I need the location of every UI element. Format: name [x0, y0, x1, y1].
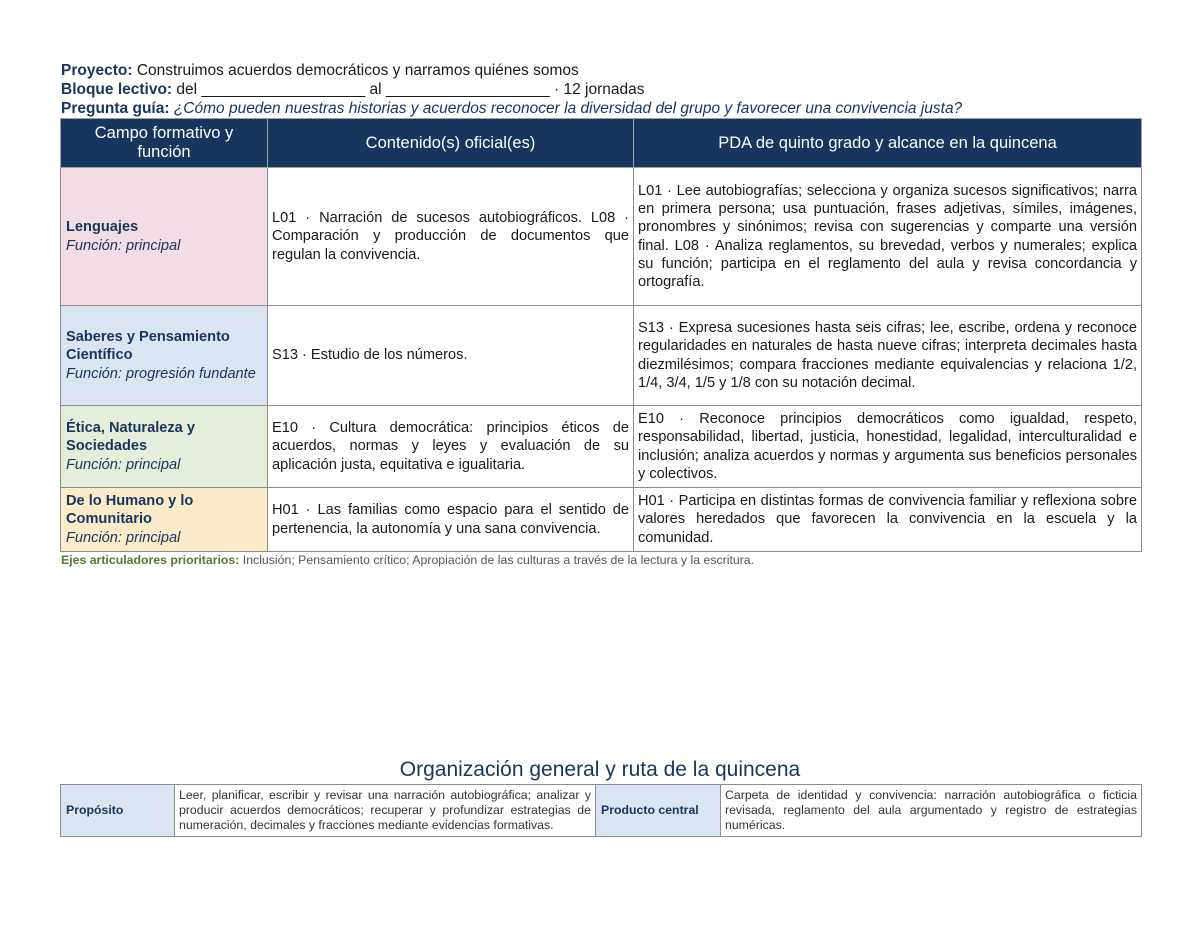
table-row-humano [61, 488, 1142, 552]
table-row-lenguajes [61, 168, 1142, 306]
proyecto-line [61, 61, 1141, 80]
bloque-label: Bloque lectivo: [61, 81, 173, 98]
producto-value: Carpeta de identidad y convivencia: narración autobiográfica o ficticia revisada, reglamento del aula argumentado y registro de estrategias numéricas. [721, 785, 1142, 837]
table-header-row [61, 119, 1142, 168]
contenido-cell: E10 · Cultura democrática: principios éticos de acuerdos, normas y leyes y evaluación de su aplicación justa, equitativa e igualitaria. [268, 406, 634, 488]
campo-cell-saberes [61, 306, 268, 406]
bloque-al: al [369, 81, 382, 98]
campo-name: Ética, Naturaleza y Sociedades [66, 420, 195, 455]
ejes-articuladores [61, 553, 754, 567]
ejes-label: Ejes articuladores prioritarios: [61, 553, 240, 567]
campo-funcion: Función: principal [66, 529, 181, 546]
campo-name: Saberes y Pensamiento Científico [66, 329, 230, 364]
contenido-cell: S13 · Estudio de los números. [268, 306, 634, 406]
table-row-etica [61, 406, 1142, 488]
ejes-value: Inclusión; Pensamiento crítico; Apropiación de las culturas a través de la lectura y la escritura. [242, 553, 755, 567]
campo-funcion: Función: principal [66, 456, 181, 473]
bloque-date-start-blank: ___________________ [201, 81, 366, 98]
header-pda: PDA de quinto grado y alcance en la quincena [634, 119, 1142, 168]
header-campo: Campo formativo y función [61, 119, 268, 168]
pda-cell: S13 · Expresa sucesiones hasta seis cifras; lee, escribe, ordena y reconoce regularidades en naturales de hasta nueve cifras; interpreta decimales hasta diezmilésimos; compara fracciones mediante equivalencias y relaciona 1/2, 1/4, 3/4, 1/5 y 1/8 con su notación decimal. [634, 306, 1142, 406]
campo-name: Lenguajes [66, 219, 139, 236]
bloque-line [61, 80, 1141, 99]
proyecto-value: Construimos acuerdos democráticos y narramos quiénes somos [136, 62, 579, 79]
header-contenido: Contenido(s) oficial(es) [268, 119, 634, 168]
campo-cell-etica [61, 406, 268, 488]
pda-cell: H01 · Participa en distintas formas de convivencia familiar y reflexiona sobre valores heredados que favorecen la convivencia en la escuela y la comunidad. [634, 488, 1142, 552]
proyecto-label: Proyecto: [61, 62, 133, 79]
pregunta-line [61, 99, 1141, 118]
document-header [61, 61, 1141, 118]
campo-cell-lenguajes [61, 168, 268, 306]
proposito-value: Leer, planificar, escribir y revisar una narración autobiográfica; analizar y producir acuerdos democráticos; recuperar y profundizar estrategias de numeración, decimales y fracciones mediante evidencias formativas. [175, 785, 596, 837]
table-row-saberes [61, 306, 1142, 406]
pda-cell: E10 · Reconoce principios democráticos como igualdad, respeto, responsabilidad, libertad, justicia, honestidad, legalidad, interculturalidad e inclusión; analiza acuerdos y normas y argumenta sus beneficios personales y colectivos. [634, 406, 1142, 488]
campo-funcion: Función: principal [66, 237, 181, 254]
campo-funcion: Función: progresión fundante [66, 365, 256, 382]
organizacion-title: Organización general y ruta de la quincena [399, 758, 801, 781]
organizacion-row [61, 785, 1142, 837]
pregunta-label: Pregunta guía: [61, 100, 170, 117]
pregunta-value: ¿Cómo pueden nuestras historias y acuerdos reconocer la diversidad del grupo y favorecer una convivencia justa? [173, 100, 963, 117]
campos-table [60, 118, 1142, 552]
contenido-cell: H01 · Las familias como espacio para el sentido de pertenencia, la autonomía y una sana convivencia. [268, 488, 634, 552]
campo-cell-humano [61, 488, 268, 552]
bloque-date-end-blank: ___________________ [385, 81, 550, 98]
bloque-jornadas: · 12 jornadas [554, 81, 645, 98]
producto-label: Producto central [596, 785, 721, 837]
proposito-label: Propósito [61, 785, 175, 837]
pda-cell: L01 · Lee autobiografías; selecciona y organiza sucesos significativos; narra en primera persona; usa puntuación, frases adjetivas, símiles, imágenes, pronombres y sinónimos; revisa con sugerencias y comparte una versión final. L08 · Analiza reglamentos, su brevedad, verbos y numerales; explica su función; participa en el reglamento del aula y revisa concordancia y ortografía. [634, 168, 1142, 306]
contenido-cell: L01 · Narración de sucesos autobiográficos. L08 · Comparación y producción de documentos que regulan la convivencia. [268, 168, 634, 306]
organizacion-table [60, 784, 1142, 837]
campo-name: De lo Humano y lo Comunitario [66, 493, 194, 528]
bloque-del: del [176, 81, 198, 98]
